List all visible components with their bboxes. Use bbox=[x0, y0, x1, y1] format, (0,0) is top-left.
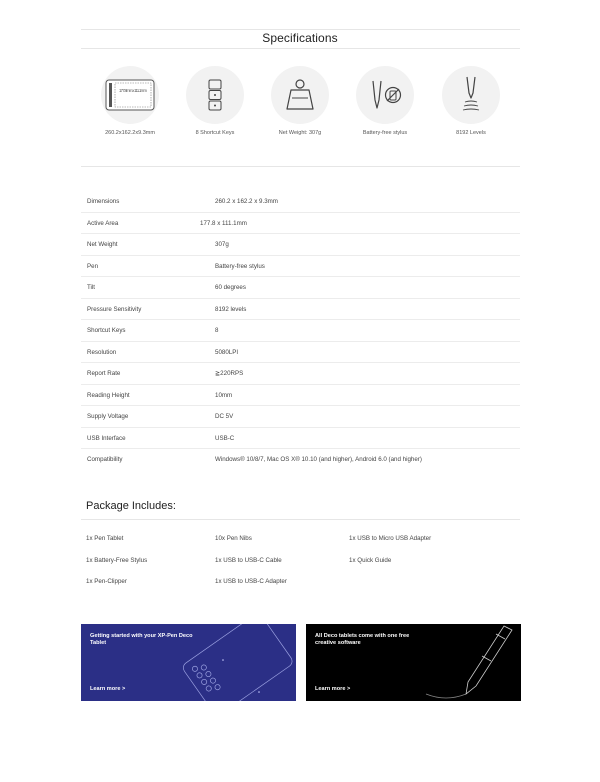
pressure-levels-icon bbox=[459, 75, 483, 115]
spec-row-shortcut-keys bbox=[81, 320, 520, 342]
spec-label: Net Weight bbox=[87, 241, 118, 248]
spec-value: USB-C bbox=[215, 434, 235, 442]
feature-caption: 8192 Levels bbox=[456, 130, 486, 136]
spec-label: Compatibility bbox=[87, 456, 123, 463]
spec-label: Shortcut Keys bbox=[87, 327, 126, 334]
package-item: 1x Pen Tablet bbox=[86, 535, 124, 542]
package-title: Package Includes: bbox=[86, 500, 176, 512]
banner-title: All Deco tablets come with one free creative software bbox=[315, 633, 410, 646]
shortcut-keys-icon bbox=[205, 78, 225, 112]
feature-caption: 260.2x162.2x9.3mm bbox=[105, 130, 155, 136]
feature-caption: Net Weight: 307g bbox=[278, 130, 322, 136]
spec-label: Report Rate bbox=[87, 370, 121, 377]
package-divider bbox=[81, 519, 520, 520]
spec-label: Dimensions bbox=[87, 198, 120, 205]
free-software-banner[interactable] bbox=[306, 624, 521, 701]
spec-label: Resolution bbox=[87, 348, 117, 356]
spec-value: 260.2 x 162.2 x 9.3mm bbox=[215, 198, 278, 205]
spec-value: DC 5V bbox=[215, 413, 234, 420]
spec-label: Supply Voltage bbox=[87, 413, 129, 420]
tablet-area-icon bbox=[105, 78, 155, 112]
spec-value: 8192 levels bbox=[215, 305, 247, 313]
package-item: 1x USB to USB-C Adapter bbox=[215, 578, 287, 585]
features-divider bbox=[81, 166, 520, 167]
spec-value: 5080LPI bbox=[215, 348, 239, 356]
package-item: 1x Pen-Clipper bbox=[86, 578, 127, 585]
feature-net-weight bbox=[257, 66, 343, 136]
package-item: 1x Battery-Free Stylus bbox=[86, 557, 148, 564]
spec-label: Tilt bbox=[87, 284, 96, 291]
spec-label: Pen bbox=[87, 262, 99, 270]
spec-row-dimensions bbox=[81, 191, 520, 213]
title-divider bbox=[81, 48, 520, 49]
feature-caption: Battery-free stylus bbox=[362, 130, 408, 136]
banner-title: Getting started with your XP-Pen Deco Tablet bbox=[90, 633, 193, 646]
package-item: 1x Quick Guide bbox=[349, 557, 392, 564]
spec-value: 177.8 x 111.1mm bbox=[200, 219, 247, 227]
active-area-width: 177.8mm x 111.1mm bbox=[119, 88, 147, 93]
spec-row-supply-voltage bbox=[81, 406, 520, 428]
battery-free-stylus-icon bbox=[365, 78, 405, 112]
spec-value: Battery-free stylus bbox=[215, 262, 265, 270]
spec-row-reading-height bbox=[81, 385, 520, 407]
spec-row-usb-interface bbox=[81, 428, 520, 450]
learn-more-link[interactable]: Learn more > bbox=[90, 686, 126, 692]
package-item: 1x USB to Micro USB Adapter bbox=[349, 535, 432, 542]
spec-row-net-weight bbox=[81, 234, 520, 256]
specifications-title: Specifications bbox=[262, 31, 338, 45]
spec-row-active-area bbox=[81, 213, 520, 235]
package-item: 1x USB to USB-C Cable bbox=[215, 557, 282, 564]
spec-value: 8 bbox=[215, 327, 219, 334]
feature-shortcut-keys bbox=[172, 66, 258, 136]
spec-value: 10mm bbox=[215, 391, 233, 399]
spec-row-pressure bbox=[81, 299, 520, 321]
learn-more-link[interactable]: Learn more > bbox=[315, 686, 351, 692]
weight-icon bbox=[285, 78, 315, 112]
spec-label: Pressure Sensitivity bbox=[87, 305, 142, 313]
spec-value: ≧220RPS bbox=[215, 370, 244, 377]
spec-row-compatibility bbox=[81, 449, 520, 471]
spec-value: 60 degrees bbox=[215, 284, 246, 291]
spec-row-resolution bbox=[81, 342, 520, 364]
spec-label: Reading Height bbox=[87, 391, 130, 399]
spec-value: Windows® 10/8/7, Mac OS X® 10.10 (and higher), Android 6.0 (and higher) bbox=[215, 456, 422, 463]
package-item: 10x Pen Nibs bbox=[215, 535, 252, 542]
spec-row-pen bbox=[81, 256, 520, 278]
spec-row-tilt bbox=[81, 277, 520, 299]
top-divider bbox=[81, 29, 520, 30]
feature-caption: 8 Shortcut Keys bbox=[195, 130, 235, 136]
spec-label: Active Area bbox=[87, 219, 119, 227]
spec-value: 307g bbox=[215, 241, 229, 248]
feature-stylus bbox=[342, 66, 428, 136]
spec-row-report-rate bbox=[81, 363, 520, 385]
feature-pressure-levels bbox=[428, 66, 514, 136]
feature-dimensions bbox=[87, 66, 173, 136]
getting-started-banner[interactable] bbox=[81, 624, 296, 701]
spec-label: USB Interface bbox=[87, 434, 126, 442]
